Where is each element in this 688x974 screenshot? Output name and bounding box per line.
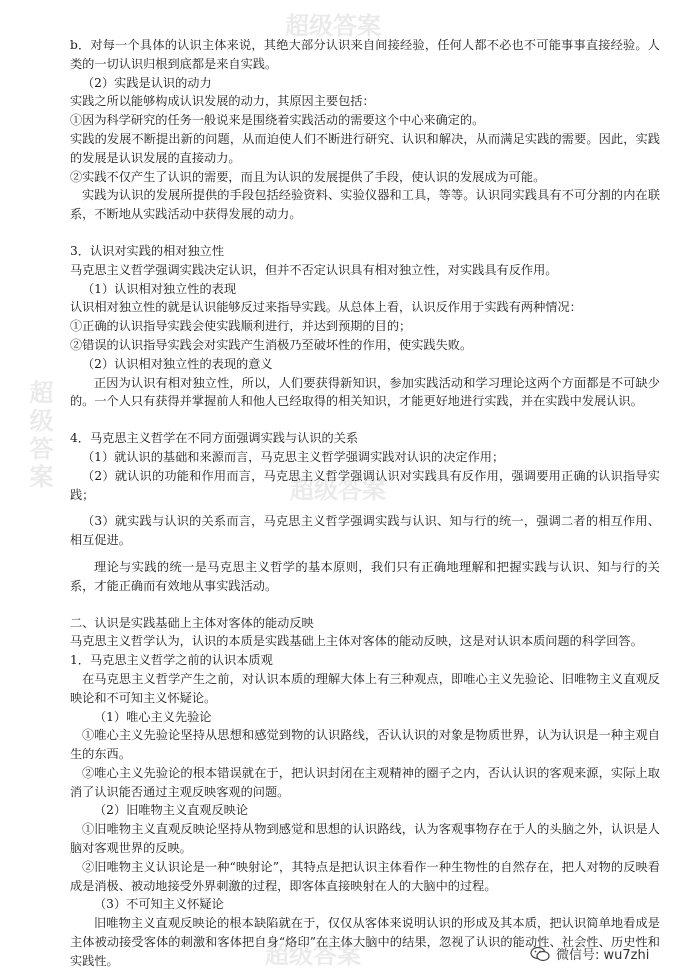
paragraph: 在马克思主义哲学产生之前，对认识本质的理解大体上有三种观点，即唯心主义先验论、旧唯物主义直观反映论和不可知主义怀疑论。 (70, 671, 660, 705)
paragraph: 认识相对独立性的就是认识能够反过来指导实践。从总体上看，认识反作用于实践有两种情况： (70, 300, 582, 315)
paragraph: 二、认识是实践基础上主体对客体的能动反映 (70, 615, 314, 630)
paragraph-gap (70, 596, 660, 614)
paragraph: 实践为认识的发展所提供的手段包括经验资料、实验仪器和工具，等等。认识同实践具有不可分割的内在联系，不断地从实践活动中获得发展的动力。 (70, 188, 660, 222)
paragraph: 1．马克思主义哲学之前的认识本质观 (70, 653, 273, 668)
paragraph: ①正确的认识指导实践会使实践顺利进行，并达到预期的目的； (70, 319, 412, 334)
paragraph: （1）认识相对独立性的表现 (82, 281, 237, 296)
paragraph: （3）就实践与认识的关系而言，马克思主义哲学强调实践与认识、知与行的统一，强调二者的相互作用、相互促进。 (70, 514, 660, 548)
paragraph: ②错误的认识指导实践会对实践产生消极乃至破坏性的作用，使实践失败。 (70, 337, 473, 352)
paragraph: b．对每一个具体的认识主体来说，其绝大部分认识来自间接经验，任何人都不必也不可能事事直接经验。人类的一切认识归根到底都是来自实践。 (70, 38, 660, 71)
paragraph: （3）不可知主义怀疑论 (94, 897, 224, 912)
paragraph: （2）就认识的功能和作用而言，马克思主义哲学强调认识对实践具有反作用，强调要用正确的认识指导实践； (70, 468, 660, 502)
paragraph: （2）旧唯物主义直观反映论 (94, 803, 249, 818)
paragraph: （1）就认识的基础和来源而言，马克思主义哲学强调实践对认识的决定作用； (82, 449, 505, 464)
paragraph: 实践的发展不断提出新的问题，从而迫使人们不断进行研究、认识和解决，从而满足实践的需要。因此，实践的发展是认识发展的直接动力。 (70, 131, 660, 165)
paragraph: 正因为认识有相对独立性，所以，人们要获得新知识，参加实践活动和学习理论这两个方面都是不可缺少的。一个人只有获得并掌握前人和他人已经取得的相关知识，才能更好地进行实践，并在实践中发展认识。 (70, 375, 660, 409)
paragraph: 马克思主义哲学强调实践决定认识，但并不否定认识具有相对独立性，对实践具有反作用。 (70, 262, 558, 277)
watermark-bottom: 超级答案 (265, 941, 361, 969)
paragraph: ①唯心主义先验论坚持从思想和感觉到物的认识路线，否认认识的对象是物质世界，认为认识是一种主观自生的东西。 (70, 728, 660, 762)
paragraph-gap (70, 504, 660, 512)
paragraph: 实践之所以能够构成认识发展的动力，其原因主要包括： (70, 94, 375, 109)
wechat-id-label: 微信号: wu7zhi (556, 948, 650, 963)
paragraph: （2）认识相对独立性的表现的意义 (82, 356, 273, 371)
paragraph: ①因为科学研究的任务一般说来是围绕着实践活动的需要这个中心来确定的。 (70, 113, 485, 128)
paragraph: （2）实践是认识的动力 (82, 75, 212, 90)
paragraph: 马克思主义哲学认为，认识的本质是实践基础上主体对客体的能动反映，这是对认识本质问题的科学回答。 (70, 634, 643, 649)
paragraph: ②实践不仅产生了认识的需要，而且为认识的发展提供了手段，使认识的发展成为可能。 (70, 169, 546, 184)
watermark-top: 超级答案 (285, 12, 381, 40)
paragraph: 3．认识对实践的相对独立性 (70, 243, 225, 258)
paragraph: 理论与实践的统一是马克思主义哲学的基本原则，我们只有正确地理解和把握实践与认识、知与行的关系，才能正确而有效地从事实践活动。 (70, 559, 660, 593)
watermark-side: 超级答案 (25, 380, 53, 492)
paragraph: （1）唯心主义先验论 (94, 709, 212, 724)
paragraph: ①旧唯物主义直观反映论坚持从物到感觉和思想的认识路线，认为客观事物存在于人的头脑之外，认识是人脑对客观世界的反映。 (70, 822, 660, 856)
paragraph: 4．马克思主义哲学在不同方面强调实践与认识的关系 (70, 431, 359, 446)
paragraph-gap (70, 224, 660, 242)
paragraph-gap (70, 411, 660, 429)
paragraph: ②唯心主义先验论的根本错误就在于，把认识封闭在主观精神的圈子之内，否认认识的客观来源，实际上取消了认识能否通过主观反映客观的问题。 (70, 765, 660, 799)
paragraph-gap (70, 550, 660, 558)
paragraph: 旧唯物主义直观反映论的根本缺陷就在于，仅仅从客体来说明认识的形成及其本质，把认识简单地看成是主体被动接受客体的刺激和客体把自身“烙印”在主体大脑中的结果，忽视了认识的能动性、社会性、历史性和实践性。 (70, 916, 660, 968)
paragraph: ②旧唯物主义认识论是一种“映射论”，其特点是把认识主体看作一种生物性的自然存在，把人对物的反映看成是消极、被动地接受外界刺激的过程，即客体直接映射在人的大脑中的过程。 (70, 859, 660, 893)
document-body (70, 36, 660, 971)
watermark-middle: 超级答案 (290, 476, 386, 504)
